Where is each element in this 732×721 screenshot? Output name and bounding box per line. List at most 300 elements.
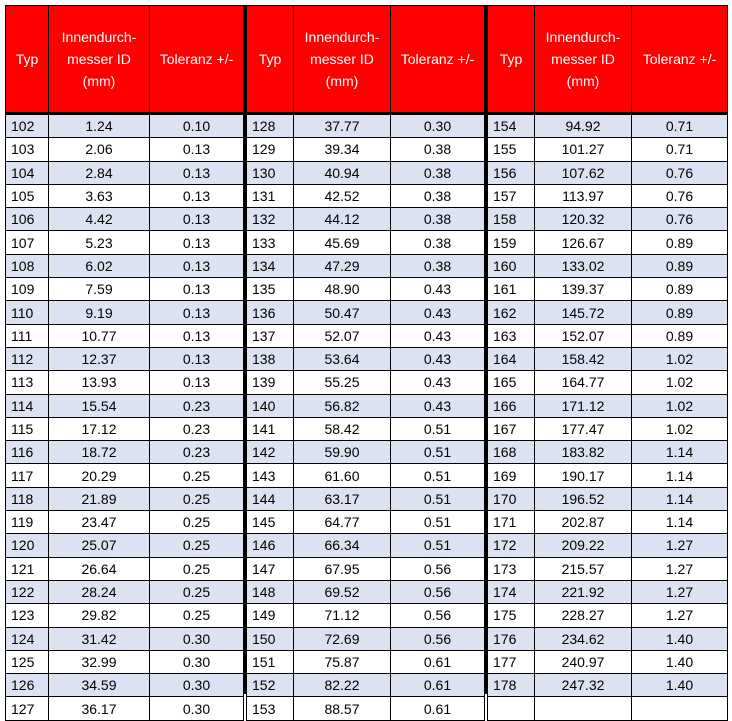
cell-inner-diameter: 56.82 (294, 394, 391, 417)
header-inner-diameter: Innendurch- messer ID (mm) (535, 6, 632, 114)
cell-tolerance: 0.43 (391, 347, 485, 370)
cell-inner-diameter: 240.97 (535, 650, 632, 673)
cell-inner-diameter: 63.17 (294, 487, 391, 510)
cell-inner-diameter: 202.87 (535, 511, 632, 534)
cell-typ: 126 (6, 674, 49, 697)
cell-tolerance: 1.27 (632, 534, 728, 557)
cell-tolerance: 0.43 (391, 324, 485, 347)
cell-typ: 129 (247, 138, 294, 161)
cell-tolerance: 1.14 (632, 487, 728, 510)
table-row (6, 697, 244, 720)
table-row (488, 580, 728, 603)
table-row (247, 138, 485, 161)
cell-typ: 125 (6, 650, 49, 673)
table-row (6, 487, 244, 510)
cell-tolerance: 0.30 (150, 627, 244, 650)
cell-typ: 127 (6, 697, 49, 720)
header-typ: Typ (6, 6, 49, 114)
cell-tolerance: 1.02 (632, 394, 728, 417)
table-row (488, 697, 728, 720)
cell-inner-diameter: 101.27 (535, 138, 632, 161)
table-row (247, 650, 485, 673)
header-row (247, 6, 485, 114)
cell-typ: 138 (247, 347, 294, 370)
cell-tolerance: 0.13 (150, 138, 244, 161)
cell-inner-diameter: 177.47 (535, 417, 632, 440)
cell-inner-diameter: 58.42 (294, 417, 391, 440)
header-typ: Typ (247, 6, 294, 114)
cell-inner-diameter: 72.69 (294, 627, 391, 650)
cell-inner-diameter: 64.77 (294, 511, 391, 534)
cell-tolerance: 0.51 (391, 417, 485, 440)
header-tolerance: Toleranz +/- (632, 6, 728, 114)
cell-tolerance: 0.51 (391, 534, 485, 557)
cell-typ: 114 (6, 394, 49, 417)
cell-tolerance: 0.43 (391, 301, 485, 324)
cell-tolerance: 0.30 (150, 697, 244, 720)
table-row (488, 278, 728, 301)
cell-inner-diameter: 13.93 (49, 371, 150, 394)
table-row (488, 557, 728, 580)
cell-typ: 107 (6, 231, 49, 254)
cell-typ: 159 (488, 231, 535, 254)
cell-inner-diameter: 152.07 (535, 324, 632, 347)
cell-inner-diameter: 228.27 (535, 604, 632, 627)
cell-typ: 132 (247, 208, 294, 231)
cell-tolerance: 0.25 (150, 557, 244, 580)
cell-tolerance: 1.02 (632, 371, 728, 394)
cell-typ: 118 (6, 487, 49, 510)
cell-tolerance: 0.89 (632, 301, 728, 324)
table-row (6, 278, 244, 301)
cell-tolerance: 0.38 (391, 231, 485, 254)
table-row (6, 604, 244, 627)
cell-inner-diameter: 113.97 (535, 184, 632, 207)
table-row (247, 557, 485, 580)
cell-typ: 160 (488, 254, 535, 277)
table-row (247, 511, 485, 534)
cell-typ: 144 (247, 487, 294, 510)
table-row (6, 347, 244, 370)
cell-tolerance: 0.25 (150, 534, 244, 557)
cell-typ: 170 (488, 487, 535, 510)
table-row (247, 394, 485, 417)
cell-inner-diameter: 44.12 (294, 208, 391, 231)
cell-tolerance: 0.30 (150, 650, 244, 673)
cell-tolerance (632, 697, 728, 720)
cell-typ: 121 (6, 557, 49, 580)
table-row (247, 347, 485, 370)
cell-typ: 105 (6, 184, 49, 207)
cell-tolerance: 0.51 (391, 487, 485, 510)
cell-typ: 137 (247, 324, 294, 347)
cell-typ: 143 (247, 464, 294, 487)
table-row (247, 580, 485, 603)
cell-tolerance: 0.13 (150, 301, 244, 324)
cell-typ: 142 (247, 441, 294, 464)
cell-tolerance: 1.14 (632, 511, 728, 534)
cell-typ: 103 (6, 138, 49, 161)
table-row (488, 324, 728, 347)
table-row (6, 557, 244, 580)
header-tolerance: Toleranz +/- (391, 6, 485, 114)
cell-inner-diameter: 171.12 (535, 394, 632, 417)
table-row (488, 650, 728, 673)
cell-typ: 119 (6, 511, 49, 534)
cell-inner-diameter: 21.89 (49, 487, 150, 510)
cell-typ: 156 (488, 161, 535, 184)
table-row (6, 138, 244, 161)
table-group-3 (487, 5, 727, 694)
cell-tolerance: 0.61 (391, 650, 485, 673)
header-tolerance: Toleranz +/- (150, 6, 244, 114)
cell-tolerance: 0.30 (391, 114, 485, 138)
cell-tolerance: 0.76 (632, 161, 728, 184)
table-row (6, 114, 244, 138)
cell-typ: 168 (488, 441, 535, 464)
table-row (488, 441, 728, 464)
cell-inner-diameter: 164.77 (535, 371, 632, 394)
table-row (488, 301, 728, 324)
cell-typ: 124 (6, 627, 49, 650)
table-row (488, 347, 728, 370)
cell-tolerance: 0.38 (391, 138, 485, 161)
cell-tolerance: 0.13 (150, 231, 244, 254)
cell-inner-diameter: 183.82 (535, 441, 632, 464)
cell-typ: 134 (247, 254, 294, 277)
cell-typ: 150 (247, 627, 294, 650)
table-row (247, 324, 485, 347)
cell-tolerance: 0.51 (391, 464, 485, 487)
cell-tolerance: 1.27 (632, 604, 728, 627)
cell-tolerance: 0.89 (632, 254, 728, 277)
cell-tolerance: 1.40 (632, 650, 728, 673)
cell-typ: 106 (6, 208, 49, 231)
table-row (6, 511, 244, 534)
cell-typ: 176 (488, 627, 535, 650)
cell-tolerance: 0.89 (632, 324, 728, 347)
cell-typ: 145 (247, 511, 294, 534)
cell-inner-diameter: 196.52 (535, 487, 632, 510)
cell-typ: 112 (6, 347, 49, 370)
cell-inner-diameter: 23.47 (49, 511, 150, 534)
cell-tolerance: 0.13 (150, 161, 244, 184)
cell-inner-diameter: 221.92 (535, 580, 632, 603)
cell-typ: 153 (247, 697, 294, 720)
cell-typ: 117 (6, 464, 49, 487)
cell-tolerance: 0.61 (391, 697, 485, 720)
header-row (6, 6, 244, 114)
table-row (247, 441, 485, 464)
table-group-2 (246, 5, 484, 717)
cell-inner-diameter: 4.42 (49, 208, 150, 231)
cell-inner-diameter: 9.19 (49, 301, 150, 324)
cell-typ: 151 (247, 650, 294, 673)
table-row (488, 231, 728, 254)
table-row (247, 254, 485, 277)
cell-inner-diameter: 7.59 (49, 278, 150, 301)
cell-typ: 133 (247, 231, 294, 254)
cell-inner-diameter: 1.24 (49, 114, 150, 138)
table-row (247, 674, 485, 697)
cell-inner-diameter: 215.57 (535, 557, 632, 580)
cell-inner-diameter: 75.87 (294, 650, 391, 673)
table-row (6, 208, 244, 231)
table-row (6, 231, 244, 254)
cell-typ: 165 (488, 371, 535, 394)
table-row (488, 114, 728, 138)
cell-inner-diameter: 31.42 (49, 627, 150, 650)
cell-inner-diameter: 34.59 (49, 674, 150, 697)
table-row (488, 604, 728, 627)
cell-tolerance: 0.13 (150, 254, 244, 277)
cell-typ: 173 (488, 557, 535, 580)
header-inner-diameter: Innendurch- messer ID (mm) (49, 6, 150, 114)
cell-typ: 104 (6, 161, 49, 184)
table-row (6, 324, 244, 347)
table-row (488, 184, 728, 207)
cell-typ: 162 (488, 301, 535, 324)
cell-inner-diameter: 133.02 (535, 254, 632, 277)
cell-typ: 174 (488, 580, 535, 603)
cell-typ: 158 (488, 208, 535, 231)
cell-typ: 135 (247, 278, 294, 301)
table-row (6, 674, 244, 697)
cell-tolerance: 0.25 (150, 580, 244, 603)
group-table (487, 5, 728, 721)
cell-tolerance: 0.71 (632, 138, 728, 161)
table-group-1 (5, 5, 243, 717)
cell-typ: 130 (247, 161, 294, 184)
cell-typ: 152 (247, 674, 294, 697)
cell-typ: 178 (488, 674, 535, 697)
cell-typ: 111 (6, 324, 49, 347)
cell-tolerance: 0.51 (391, 511, 485, 534)
cell-inner-diameter: 20.29 (49, 464, 150, 487)
cell-tolerance: 1.02 (632, 417, 728, 440)
header-inner-diameter: Innendurch- messer ID (mm) (294, 6, 391, 114)
cell-inner-diameter: 120.32 (535, 208, 632, 231)
cell-typ: 108 (6, 254, 49, 277)
table-row (6, 184, 244, 207)
cell-tolerance: 0.43 (391, 394, 485, 417)
cell-inner-diameter: 25.07 (49, 534, 150, 557)
cell-typ: 161 (488, 278, 535, 301)
cell-tolerance: 1.14 (632, 441, 728, 464)
table-row (488, 208, 728, 231)
table-row (6, 371, 244, 394)
cell-typ: 140 (247, 394, 294, 417)
cell-inner-diameter: 28.24 (49, 580, 150, 603)
cell-inner-diameter: 139.37 (535, 278, 632, 301)
cell-typ: 131 (247, 184, 294, 207)
cell-tolerance: 0.10 (150, 114, 244, 138)
cell-typ: 164 (488, 347, 535, 370)
table-row (247, 697, 485, 720)
table-row (488, 394, 728, 417)
cell-tolerance: 0.38 (391, 254, 485, 277)
table-row (6, 161, 244, 184)
cell-inner-diameter: 6.02 (49, 254, 150, 277)
cell-tolerance: 1.27 (632, 580, 728, 603)
cell-tolerance: 0.76 (632, 184, 728, 207)
header-row (488, 6, 728, 114)
cell-inner-diameter: 234.62 (535, 627, 632, 650)
table-row (247, 161, 485, 184)
cell-inner-diameter: 29.82 (49, 604, 150, 627)
tolerance-table (5, 5, 727, 717)
cell-tolerance: 0.56 (391, 604, 485, 627)
table-row (247, 114, 485, 138)
cell-inner-diameter: 39.34 (294, 138, 391, 161)
cell-inner-diameter: 247.32 (535, 674, 632, 697)
table-row (6, 417, 244, 440)
cell-typ: 122 (6, 580, 49, 603)
table-row (488, 464, 728, 487)
cell-tolerance: 0.89 (632, 278, 728, 301)
table-row (488, 254, 728, 277)
table-row (6, 394, 244, 417)
cell-inner-diameter: 32.99 (49, 650, 150, 673)
cell-typ: 116 (6, 441, 49, 464)
table-row (488, 627, 728, 650)
table-row (488, 417, 728, 440)
cell-tolerance: 0.51 (391, 441, 485, 464)
cell-tolerance: 0.43 (391, 278, 485, 301)
table-row (247, 184, 485, 207)
cell-inner-diameter: 209.22 (535, 534, 632, 557)
cell-typ: 177 (488, 650, 535, 673)
table-row (488, 487, 728, 510)
cell-tolerance: 1.14 (632, 464, 728, 487)
cell-typ: 136 (247, 301, 294, 324)
cell-inner-diameter: 37.77 (294, 114, 391, 138)
cell-typ: 166 (488, 394, 535, 417)
cell-typ: 175 (488, 604, 535, 627)
table-row (247, 487, 485, 510)
table-row (247, 534, 485, 557)
table-row (488, 161, 728, 184)
cell-inner-diameter: 2.84 (49, 161, 150, 184)
cell-inner-diameter: 82.22 (294, 674, 391, 697)
cell-inner-diameter: 50.47 (294, 301, 391, 324)
cell-tolerance: 0.13 (150, 278, 244, 301)
cell-inner-diameter: 69.52 (294, 580, 391, 603)
cell-inner-diameter: 67.95 (294, 557, 391, 580)
table-row (247, 464, 485, 487)
cell-tolerance: 0.56 (391, 627, 485, 650)
cell-typ: 120 (6, 534, 49, 557)
table-row (247, 301, 485, 324)
table-row (6, 254, 244, 277)
table-row (247, 371, 485, 394)
cell-typ: 141 (247, 417, 294, 440)
cell-tolerance: 0.61 (391, 674, 485, 697)
cell-typ: 128 (247, 114, 294, 138)
cell-inner-diameter: 40.94 (294, 161, 391, 184)
cell-tolerance: 0.56 (391, 580, 485, 603)
cell-tolerance: 1.27 (632, 557, 728, 580)
cell-tolerance: 0.23 (150, 394, 244, 417)
cell-inner-diameter: 55.25 (294, 371, 391, 394)
table-row (488, 138, 728, 161)
table-row (247, 417, 485, 440)
cell-tolerance: 0.25 (150, 464, 244, 487)
cell-inner-diameter: 66.34 (294, 534, 391, 557)
table-row (6, 464, 244, 487)
cell-typ: 123 (6, 604, 49, 627)
cell-inner-diameter: 48.90 (294, 278, 391, 301)
cell-tolerance: 0.25 (150, 604, 244, 627)
cell-typ: 148 (247, 580, 294, 603)
cell-tolerance: 0.13 (150, 184, 244, 207)
cell-tolerance: 1.02 (632, 347, 728, 370)
cell-inner-diameter: 145.72 (535, 301, 632, 324)
cell-inner-diameter: 88.57 (294, 697, 391, 720)
cell-inner-diameter: 36.17 (49, 697, 150, 720)
cell-tolerance: 0.38 (391, 184, 485, 207)
cell-tolerance: 0.13 (150, 208, 244, 231)
cell-tolerance: 1.40 (632, 674, 728, 697)
cell-typ: 113 (6, 371, 49, 394)
table-row (6, 627, 244, 650)
cell-tolerance: 0.30 (150, 674, 244, 697)
cell-typ: 157 (488, 184, 535, 207)
cell-tolerance: 0.43 (391, 371, 485, 394)
table-row (247, 627, 485, 650)
cell-typ: 154 (488, 114, 535, 138)
table-row (247, 231, 485, 254)
cell-typ: 102 (6, 114, 49, 138)
cell-inner-diameter: 3.63 (49, 184, 150, 207)
cell-typ: 155 (488, 138, 535, 161)
cell-typ: 115 (6, 417, 49, 440)
table-row (488, 674, 728, 697)
group-table (5, 5, 244, 721)
cell-tolerance: 0.89 (632, 231, 728, 254)
table-row (247, 604, 485, 627)
cell-typ: 147 (247, 557, 294, 580)
cell-inner-diameter: 126.67 (535, 231, 632, 254)
cell-typ: 139 (247, 371, 294, 394)
cell-inner-diameter: 53.64 (294, 347, 391, 370)
cell-tolerance: 0.13 (150, 324, 244, 347)
cell-inner-diameter: 47.29 (294, 254, 391, 277)
cell-inner-diameter: 5.23 (49, 231, 150, 254)
cell-inner-diameter: 52.07 (294, 324, 391, 347)
cell-inner-diameter: 107.62 (535, 161, 632, 184)
cell-tolerance: 0.23 (150, 417, 244, 440)
table-row (488, 371, 728, 394)
table-row (6, 580, 244, 603)
cell-inner-diameter: 94.92 (535, 114, 632, 138)
cell-typ (488, 697, 535, 720)
cell-tolerance: 0.71 (632, 114, 728, 138)
header-typ: Typ (488, 6, 535, 114)
cell-tolerance: 0.38 (391, 161, 485, 184)
cell-tolerance: 0.38 (391, 208, 485, 231)
cell-typ: 163 (488, 324, 535, 347)
cell-tolerance: 1.40 (632, 627, 728, 650)
cell-inner-diameter: 190.17 (535, 464, 632, 487)
cell-inner-diameter: 42.52 (294, 184, 391, 207)
cell-tolerance: 0.25 (150, 511, 244, 534)
cell-typ: 171 (488, 511, 535, 534)
cell-tolerance: 0.76 (632, 208, 728, 231)
cell-tolerance: 0.13 (150, 347, 244, 370)
cell-typ: 167 (488, 417, 535, 440)
cell-inner-diameter: 45.69 (294, 231, 391, 254)
